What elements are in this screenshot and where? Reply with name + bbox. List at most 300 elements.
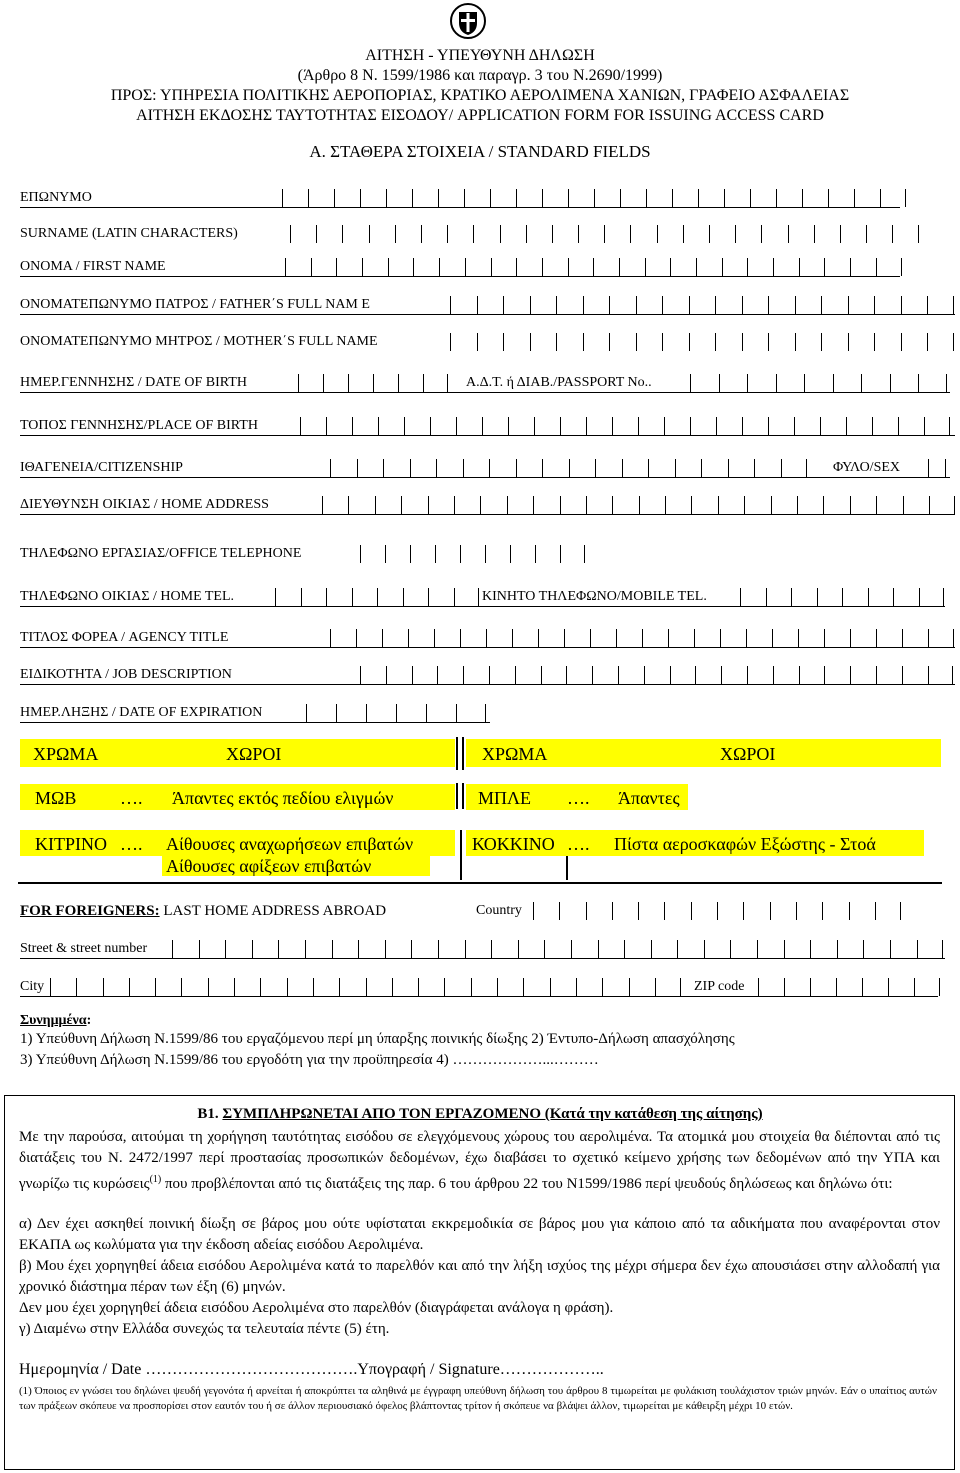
- char-box[interactable]: [534, 417, 560, 435]
- char-box[interactable]: [311, 258, 337, 276]
- office-tel-boxes[interactable]: [360, 545, 585, 563]
- char-box[interactable]: [463, 459, 490, 477]
- char-box[interactable]: [724, 189, 750, 207]
- char-box[interactable]: [742, 417, 768, 435]
- char-box[interactable]: [497, 978, 523, 996]
- char-box[interactable]: [918, 374, 947, 392]
- char-box[interactable]: [336, 704, 366, 722]
- char-box[interactable]: [919, 588, 945, 606]
- char-box[interactable]: [308, 189, 334, 207]
- city-boxes[interactable]: [50, 978, 681, 996]
- char-box[interactable]: [893, 588, 919, 606]
- char-box[interactable]: [795, 333, 822, 351]
- char-box[interactable]: [482, 417, 508, 435]
- char-box[interactable]: [404, 417, 430, 435]
- char-box[interactable]: [836, 978, 862, 996]
- char-box[interactable]: [776, 189, 802, 207]
- char-box[interactable]: [571, 940, 598, 958]
- char-box[interactable]: [927, 333, 954, 351]
- char-box[interactable]: [821, 333, 848, 351]
- char-box[interactable]: [489, 459, 516, 477]
- char-box[interactable]: [662, 333, 689, 351]
- char-box[interactable]: [456, 417, 482, 435]
- char-box[interactable]: [594, 189, 620, 207]
- char-box[interactable]: [403, 588, 429, 606]
- char-box[interactable]: [516, 459, 543, 477]
- char-box[interactable]: [842, 588, 868, 606]
- sex-box[interactable]: [928, 459, 946, 477]
- char-box[interactable]: [471, 978, 497, 996]
- char-box[interactable]: [330, 629, 356, 647]
- char-box[interactable]: [821, 296, 848, 314]
- char-box[interactable]: [512, 629, 538, 647]
- first-name-boxes[interactable]: [285, 258, 902, 276]
- char-box[interactable]: [773, 666, 799, 684]
- char-box[interactable]: [428, 588, 454, 606]
- char-box[interactable]: [377, 588, 403, 606]
- char-box[interactable]: [798, 629, 824, 647]
- char-box[interactable]: [872, 417, 898, 435]
- char-box[interactable]: [850, 258, 876, 276]
- char-box[interactable]: [618, 666, 644, 684]
- char-box[interactable]: [833, 374, 862, 392]
- char-box[interactable]: [447, 225, 473, 243]
- char-box[interactable]: [342, 225, 368, 243]
- char-box[interactable]: [770, 902, 796, 920]
- char-box[interactable]: [890, 374, 919, 392]
- char-box[interactable]: [875, 902, 901, 920]
- char-box[interactable]: [802, 189, 828, 207]
- char-box[interactable]: [799, 666, 825, 684]
- char-box[interactable]: [339, 978, 365, 996]
- char-box[interactable]: [395, 225, 421, 243]
- char-box[interactable]: [516, 258, 542, 276]
- char-box[interactable]: [357, 459, 384, 477]
- surname-latin-boxes[interactable]: [290, 225, 919, 243]
- char-box[interactable]: [438, 189, 464, 207]
- char-box[interactable]: [746, 629, 772, 647]
- char-box[interactable]: [772, 629, 798, 647]
- char-box[interactable]: [691, 902, 717, 920]
- char-box[interactable]: [316, 225, 342, 243]
- char-box[interactable]: [435, 545, 460, 563]
- char-box[interactable]: [560, 417, 586, 435]
- char-box[interactable]: [720, 629, 746, 647]
- char-box[interactable]: [437, 666, 463, 684]
- char-box[interactable]: [76, 978, 102, 996]
- char-box[interactable]: [840, 225, 866, 243]
- char-box[interactable]: [360, 545, 385, 563]
- char-box[interactable]: [754, 459, 781, 477]
- char-box[interactable]: [234, 978, 260, 996]
- char-box[interactable]: [485, 545, 510, 563]
- char-box[interactable]: [508, 417, 534, 435]
- char-box[interactable]: [902, 666, 928, 684]
- char-box[interactable]: [768, 333, 795, 351]
- char-box[interactable]: [386, 666, 412, 684]
- char-box[interactable]: [564, 629, 590, 647]
- char-box[interactable]: [526, 225, 552, 243]
- char-box[interactable]: [837, 940, 864, 958]
- char-box[interactable]: [423, 374, 448, 392]
- char-box[interactable]: [278, 940, 305, 958]
- char-box[interactable]: [491, 258, 517, 276]
- char-box[interactable]: [463, 666, 489, 684]
- char-box[interactable]: [330, 459, 357, 477]
- char-box[interactable]: [382, 629, 408, 647]
- char-box[interactable]: [516, 189, 542, 207]
- char-box[interactable]: [518, 940, 545, 958]
- surname-boxes[interactable]: [282, 189, 906, 207]
- char-box[interactable]: [542, 459, 569, 477]
- char-box[interactable]: [490, 189, 516, 207]
- char-box[interactable]: [863, 940, 890, 958]
- char-box[interactable]: [411, 940, 438, 958]
- char-box[interactable]: [586, 902, 612, 920]
- char-box[interactable]: [683, 225, 709, 243]
- char-box[interactable]: [709, 225, 735, 243]
- mother-name-boxes[interactable]: [450, 333, 954, 351]
- char-box[interactable]: [181, 978, 207, 996]
- char-box[interactable]: [358, 940, 385, 958]
- char-box[interactable]: [848, 296, 875, 314]
- char-box[interactable]: [352, 588, 378, 606]
- char-box[interactable]: [892, 225, 918, 243]
- char-box[interactable]: [275, 588, 301, 606]
- char-box[interactable]: [503, 296, 530, 314]
- char-box[interactable]: [568, 189, 594, 207]
- char-box[interactable]: [556, 296, 583, 314]
- char-box[interactable]: [510, 545, 535, 563]
- char-box[interactable]: [612, 902, 638, 920]
- char-box[interactable]: [412, 666, 438, 684]
- char-box[interactable]: [413, 258, 439, 276]
- char-box[interactable]: [781, 459, 808, 477]
- char-box[interactable]: [595, 459, 622, 477]
- char-box[interactable]: [799, 258, 825, 276]
- char-box[interactable]: [874, 333, 901, 351]
- char-box[interactable]: [636, 296, 663, 314]
- char-box[interactable]: [862, 978, 888, 996]
- char-box[interactable]: [715, 296, 742, 314]
- char-box[interactable]: [306, 704, 336, 722]
- char-box[interactable]: [672, 189, 698, 207]
- char-box[interactable]: [822, 902, 848, 920]
- char-box[interactable]: [396, 704, 426, 722]
- char-box[interactable]: [583, 333, 610, 351]
- char-box[interactable]: [568, 258, 594, 276]
- char-box[interactable]: [804, 374, 833, 392]
- char-box[interactable]: [696, 258, 722, 276]
- char-box[interactable]: [373, 374, 398, 392]
- pob-boxes[interactable]: [300, 417, 950, 435]
- char-box[interactable]: [776, 374, 805, 392]
- char-box[interactable]: [651, 940, 678, 958]
- char-box[interactable]: [619, 258, 645, 276]
- char-box[interactable]: [456, 704, 486, 722]
- char-box[interactable]: [730, 940, 757, 958]
- char-box[interactable]: [586, 496, 612, 514]
- char-box[interactable]: [850, 666, 876, 684]
- char-box[interactable]: [876, 496, 902, 514]
- char-box[interactable]: [285, 258, 311, 276]
- char-box[interactable]: [903, 496, 929, 514]
- char-box[interactable]: [747, 258, 773, 276]
- char-box[interactable]: [880, 189, 906, 207]
- char-box[interactable]: [868, 588, 894, 606]
- char-box[interactable]: [225, 940, 252, 958]
- char-box[interactable]: [771, 496, 797, 514]
- agency-boxes[interactable]: [330, 629, 954, 647]
- char-box[interactable]: [450, 333, 477, 351]
- char-box[interactable]: [928, 666, 954, 684]
- char-box[interactable]: [426, 704, 456, 722]
- char-box[interactable]: [914, 978, 940, 996]
- char-box[interactable]: [560, 545, 585, 563]
- char-box[interactable]: [898, 417, 924, 435]
- char-box[interactable]: [644, 666, 670, 684]
- char-box[interactable]: [638, 902, 664, 920]
- char-box[interactable]: [757, 940, 784, 958]
- char-box[interactable]: [866, 225, 892, 243]
- char-box[interactable]: [464, 189, 490, 207]
- char-box[interactable]: [566, 666, 592, 684]
- char-box[interactable]: [375, 496, 401, 514]
- char-box[interactable]: [199, 940, 226, 958]
- char-box[interactable]: [535, 545, 560, 563]
- char-box[interactable]: [747, 666, 773, 684]
- job-boxes[interactable]: [360, 666, 953, 684]
- char-box[interactable]: [622, 459, 649, 477]
- char-box[interactable]: [155, 978, 181, 996]
- char-box[interactable]: [208, 978, 234, 996]
- char-box[interactable]: [675, 459, 702, 477]
- char-box[interactable]: [454, 588, 480, 606]
- char-box[interactable]: [398, 374, 423, 392]
- char-box[interactable]: [336, 258, 362, 276]
- char-box[interactable]: [761, 225, 787, 243]
- char-box[interactable]: [298, 374, 323, 392]
- char-box[interactable]: [817, 588, 843, 606]
- zip-boxes[interactable]: [758, 978, 940, 996]
- char-box[interactable]: [849, 902, 875, 920]
- char-box[interactable]: [646, 189, 672, 207]
- char-box[interactable]: [791, 588, 817, 606]
- char-box[interactable]: [717, 902, 743, 920]
- char-box[interactable]: [530, 296, 557, 314]
- char-box[interactable]: [50, 978, 76, 996]
- char-box[interactable]: [636, 333, 663, 351]
- char-box[interactable]: [784, 940, 811, 958]
- char-box[interactable]: [743, 902, 769, 920]
- char-box[interactable]: [602, 978, 628, 996]
- char-box[interactable]: [477, 333, 504, 351]
- char-box[interactable]: [530, 333, 557, 351]
- char-box[interactable]: [418, 978, 444, 996]
- passport-boxes[interactable]: [690, 374, 947, 392]
- char-box[interactable]: [322, 496, 348, 514]
- char-box[interactable]: [820, 417, 846, 435]
- char-box[interactable]: [428, 496, 454, 514]
- char-box[interactable]: [691, 496, 717, 514]
- char-box[interactable]: [430, 417, 456, 435]
- char-box[interactable]: [408, 629, 434, 647]
- char-box[interactable]: [401, 496, 427, 514]
- char-box[interactable]: [810, 978, 836, 996]
- char-box[interactable]: [747, 374, 776, 392]
- char-box[interactable]: [670, 258, 696, 276]
- char-box[interactable]: [465, 940, 492, 958]
- char-box[interactable]: [929, 496, 955, 514]
- char-box[interactable]: [348, 496, 374, 514]
- char-box[interactable]: [489, 666, 515, 684]
- char-box[interactable]: [928, 459, 946, 477]
- char-box[interactable]: [758, 978, 784, 996]
- char-box[interactable]: [715, 333, 742, 351]
- char-box[interactable]: [645, 258, 671, 276]
- char-box[interactable]: [576, 978, 602, 996]
- char-box[interactable]: [436, 459, 463, 477]
- char-box[interactable]: [850, 496, 876, 514]
- char-box[interactable]: [290, 225, 316, 243]
- char-box[interactable]: [766, 588, 792, 606]
- char-box[interactable]: [604, 225, 630, 243]
- char-box[interactable]: [533, 902, 559, 920]
- char-box[interactable]: [444, 978, 470, 996]
- char-box[interactable]: [552, 225, 578, 243]
- char-box[interactable]: [313, 978, 339, 996]
- char-box[interactable]: [848, 333, 875, 351]
- char-box[interactable]: [385, 940, 412, 958]
- char-box[interactable]: [569, 459, 596, 477]
- char-box[interactable]: [421, 225, 447, 243]
- char-box[interactable]: [460, 629, 486, 647]
- char-box[interactable]: [383, 459, 410, 477]
- char-box[interactable]: [694, 629, 720, 647]
- char-box[interactable]: [439, 258, 465, 276]
- char-box[interactable]: [515, 666, 541, 684]
- char-box[interactable]: [642, 629, 668, 647]
- char-box[interactable]: [612, 496, 638, 514]
- char-box[interactable]: [129, 978, 155, 996]
- char-box[interactable]: [438, 940, 465, 958]
- char-box[interactable]: [824, 258, 850, 276]
- char-box[interactable]: [689, 333, 716, 351]
- char-box[interactable]: [503, 333, 530, 351]
- home-tel-boxes[interactable]: [275, 588, 479, 606]
- char-box[interactable]: [583, 296, 610, 314]
- address-boxes[interactable]: [322, 496, 955, 514]
- char-box[interactable]: [917, 940, 944, 958]
- char-box[interactable]: [718, 496, 744, 514]
- char-box[interactable]: [750, 189, 776, 207]
- char-box[interactable]: [260, 978, 286, 996]
- char-box[interactable]: [491, 940, 518, 958]
- char-box[interactable]: [874, 296, 901, 314]
- char-box[interactable]: [624, 940, 651, 958]
- char-box[interactable]: [876, 629, 902, 647]
- char-box[interactable]: [541, 666, 567, 684]
- char-box[interactable]: [542, 258, 568, 276]
- char-box[interactable]: [366, 978, 392, 996]
- char-box[interactable]: [901, 333, 928, 351]
- char-box[interactable]: [538, 629, 564, 647]
- char-box[interactable]: [638, 417, 664, 435]
- char-box[interactable]: [690, 417, 716, 435]
- citizenship-boxes[interactable]: [330, 459, 807, 477]
- char-box[interactable]: [103, 978, 129, 996]
- char-box[interactable]: [590, 629, 616, 647]
- char-box[interactable]: [846, 417, 872, 435]
- char-box[interactable]: [586, 417, 612, 435]
- char-box[interactable]: [388, 258, 414, 276]
- char-box[interactable]: [665, 496, 691, 514]
- char-box[interactable]: [796, 902, 822, 920]
- char-box[interactable]: [888, 978, 914, 996]
- char-box[interactable]: [362, 258, 388, 276]
- char-box[interactable]: [559, 902, 585, 920]
- char-box[interactable]: [768, 296, 795, 314]
- char-box[interactable]: [850, 629, 876, 647]
- char-box[interactable]: [300, 417, 326, 435]
- char-box[interactable]: [861, 374, 890, 392]
- char-box[interactable]: [609, 296, 636, 314]
- char-box[interactable]: [740, 588, 766, 606]
- char-box[interactable]: [356, 629, 382, 647]
- char-box[interactable]: [648, 459, 675, 477]
- char-box[interactable]: [768, 417, 794, 435]
- char-box[interactable]: [550, 978, 576, 996]
- char-box[interactable]: [788, 225, 814, 243]
- char-box[interactable]: [655, 978, 681, 996]
- char-box[interactable]: [677, 940, 704, 958]
- char-box[interactable]: [486, 629, 512, 647]
- char-box[interactable]: [366, 704, 396, 722]
- char-box[interactable]: [824, 666, 850, 684]
- char-box[interactable]: [360, 666, 386, 684]
- char-box[interactable]: [728, 459, 755, 477]
- char-box[interactable]: [630, 225, 656, 243]
- char-box[interactable]: [460, 545, 485, 563]
- char-box[interactable]: [172, 940, 199, 958]
- char-box[interactable]: [480, 496, 506, 514]
- char-box[interactable]: [810, 940, 837, 958]
- char-box[interactable]: [689, 296, 716, 314]
- char-box[interactable]: [620, 189, 646, 207]
- char-box[interactable]: [927, 296, 954, 314]
- char-box[interactable]: [716, 417, 742, 435]
- char-box[interactable]: [454, 496, 480, 514]
- char-box[interactable]: [301, 588, 327, 606]
- char-box[interactable]: [668, 629, 694, 647]
- char-box[interactable]: [282, 189, 308, 207]
- char-box[interactable]: [334, 189, 360, 207]
- char-box[interactable]: [523, 978, 549, 996]
- char-box[interactable]: [690, 374, 719, 392]
- char-box[interactable]: [794, 417, 820, 435]
- char-box[interactable]: [450, 296, 477, 314]
- char-box[interactable]: [721, 666, 747, 684]
- char-box[interactable]: [560, 496, 586, 514]
- char-box[interactable]: [612, 417, 638, 435]
- char-box[interactable]: [593, 258, 619, 276]
- char-box[interactable]: [828, 189, 854, 207]
- char-box[interactable]: [392, 978, 418, 996]
- char-box[interactable]: [348, 374, 373, 392]
- char-box[interactable]: [814, 225, 840, 243]
- char-box[interactable]: [928, 629, 954, 647]
- char-box[interactable]: [742, 333, 769, 351]
